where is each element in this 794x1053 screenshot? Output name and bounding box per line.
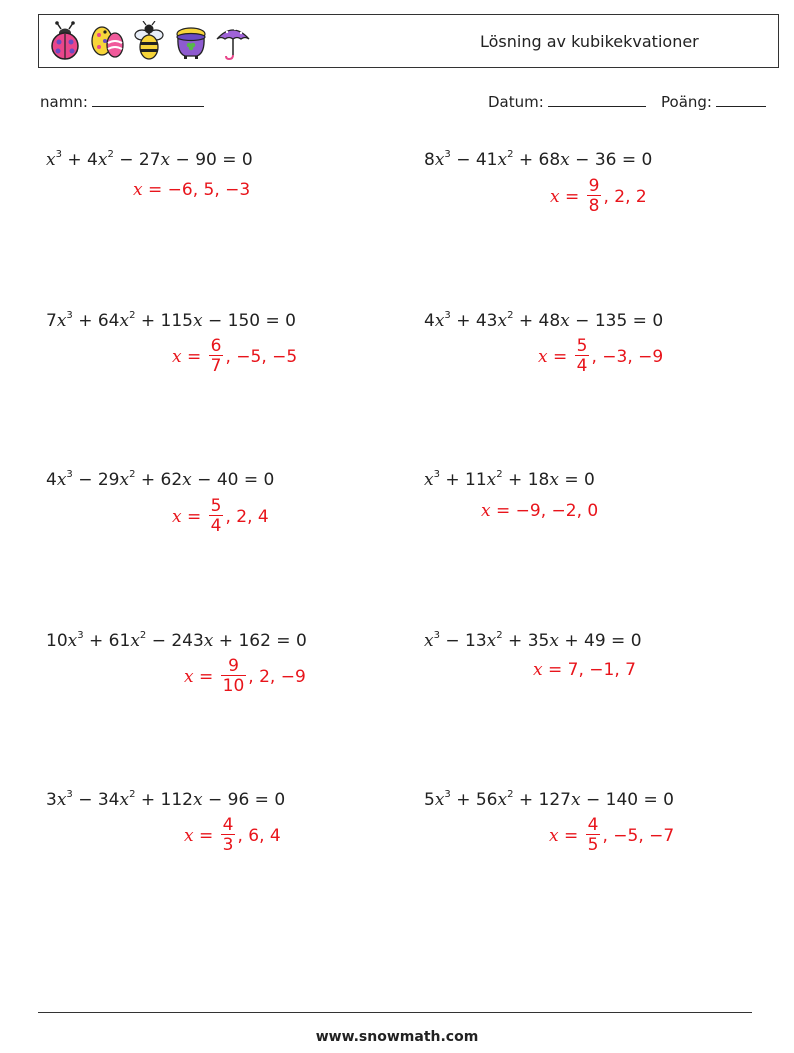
answer-10: x = $\frac{4}{5}$ , −5, −7 <box>549 815 675 855</box>
answer-8: x = 7, −1, 7 <box>533 660 636 680</box>
answer-9: x = $\frac{4}{3}$ , 6, 4 <box>184 815 281 855</box>
umbrella-icon <box>215 21 251 61</box>
score-label: Poäng: <box>661 93 712 111</box>
problem-7: $10x^3 + 61x^2 - 243x + 162 = 0$ <box>46 630 307 651</box>
ladybug-icon <box>47 21 83 61</box>
problem-10: $5x^3 + 56x^2 + 127x - 140 = 0$ <box>424 789 674 810</box>
pot-of-gold-icon <box>173 21 209 61</box>
footer-divider <box>38 1012 752 1013</box>
name-blank[interactable] <box>92 93 204 107</box>
answer-5: x = $\frac{5}{4}$ , 2, 4 <box>172 496 269 536</box>
answer-4: x = $\frac{5}{4}$ , −3, −9 <box>538 336 664 376</box>
date-blank[interactable] <box>548 93 646 107</box>
problem-8: $x^3 - 13x^2 + 35x + 49 = 0$ <box>424 630 642 651</box>
answer-6: x = −9, −2, 0 <box>481 501 599 521</box>
problem-5: $4x^3 - 29x^2 + 62x - 40 = 0$ <box>46 469 275 490</box>
header-box <box>38 14 779 68</box>
answer-2: x = $\frac{9}{8}$ , 2, 2 <box>550 176 647 216</box>
worksheet-title: Lösning av kubikekvationer <box>480 32 699 51</box>
problem-2: $8x^3 - 41x^2 + 68x - 36 = 0$ <box>424 149 653 170</box>
footer-url[interactable]: www.snowmath.com <box>315 1029 479 1045</box>
problem-3: $7x^3 + 64x^2 + 115x - 150 = 0$ <box>46 310 296 331</box>
bee-icon <box>131 21 167 61</box>
easter-egg-icon <box>89 21 125 61</box>
date-field <box>488 93 646 111</box>
date-label: Datum: <box>488 93 544 111</box>
answer-7: x = $\frac{9}{10}$ , 2, −9 <box>184 656 306 696</box>
icon-strip <box>47 21 251 61</box>
name-field <box>40 93 204 111</box>
problem-1: $x^3 + 4x^2 - 27x - 90 = 0$ <box>46 149 253 170</box>
problem-4: $4x^3 + 43x^2 + 48x - 135 = 0$ <box>424 310 664 331</box>
problem-6: $x^3 + 11x^2 + 18x = 0$ <box>424 469 595 490</box>
score-field <box>661 93 766 111</box>
name-label: namn: <box>40 93 88 111</box>
answer-3: x = $\frac{6}{7}$ , −5, −5 <box>172 336 298 376</box>
answer-1: x = −6, 5, −3 <box>133 180 251 200</box>
problem-9: $3x^3 - 34x^2 + 112x - 96 = 0$ <box>46 789 286 810</box>
score-blank[interactable] <box>716 93 766 107</box>
